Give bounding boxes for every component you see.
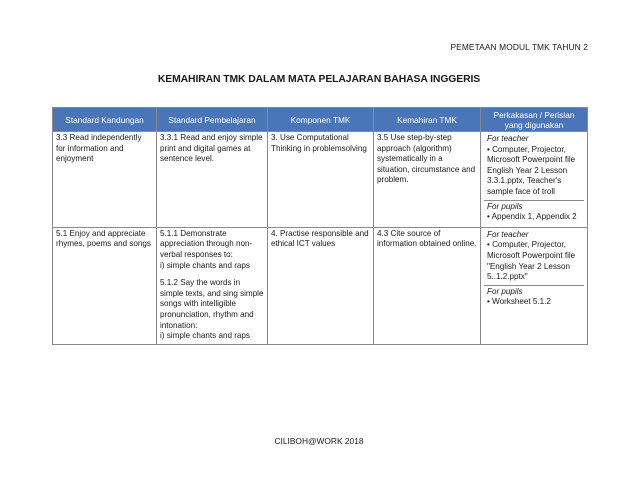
column-header-komponen-tmk: Komponen TMK [268,108,374,132]
resource-text: • Computer, Projector, Microsoft Powerpoint file "English Year 2 Lesson 5..1.2.pptx" [487,240,576,282]
cell-standard-pembelajaran [157,132,268,228]
cell-standard-kandungan: 3.3 Read independently for information and enjoyment [53,132,157,228]
mapping-table [52,107,588,345]
resource-block-teacher [484,229,584,285]
resource-text: • Computer, Projector, Microsoft Powerpoint file English Year 2 Lesson 3.3.1.pptx, Teacher's sample face of troll [487,144,576,196]
column-header-standard-kandungan: Standard Kandungan [53,108,157,132]
cell-standard-pembelajaran [157,227,268,344]
column-header-standard-pembelajaran: Standard Pembelajaran [157,108,268,132]
cell-komponen-tmk: 4. Practise responsible and ethical ICT values [268,227,374,344]
page-footer: CILIBOH@WORK 2018 [274,436,364,446]
document-title: KEMAHIRAN TMK DALAM MATA PELAJARAN BAHASA INGGERIS [157,74,481,85]
resource-label: For pupils [487,201,523,211]
resource-label: For teacher [487,134,529,143]
table-row [53,132,588,228]
column-header-kemahiran-tmk: Kemahiran TMK [374,108,481,132]
resource-block-pupils [484,200,584,225]
cell-resources [481,132,588,228]
cell-kemahiran-tmk: 3.5 Use step-by-step approach (algorithm) systematically in a situation, circumstance and problem. [374,132,481,228]
learning-standard-text: 5.1.1 Demonstrate appreciation through non-verbal responses to: [160,228,253,259]
learning-standard-text: 3.3.1 Read and enjoy simple print and digital games at sentence level. [160,133,263,164]
resource-block-pupils [484,285,584,310]
resource-block-teacher [484,133,584,200]
cell-standard-kandungan: 5.1 Enjoy and appreciate rhymes, poems and songs [53,227,157,344]
learning-standard-item: i) simple chants and raps [160,260,250,270]
cell-kemahiran-tmk: 4.3 Cite source of information obtained online. [374,227,481,344]
page-header: PEMETAAN MODUL TMK TAHUN 2 [450,42,588,52]
resource-label: For pupils [487,286,523,296]
resource-text: • Worksheet 5.1.2 [487,297,551,307]
resource-label: For teacher [487,229,529,239]
cell-resources [481,227,588,344]
table-row [53,227,588,344]
table-header-row [53,108,588,132]
column-header-perkakasan: Perkakasan / Perisian yang digunakan [481,108,588,132]
resource-text: • Appendix 1, Appendix 2 [487,212,577,222]
learning-standard-text: 5.1.2 Say the words in simple texts, and sing simple songs with intelligible pronunciation, rhythm and intonation: [160,278,264,330]
cell-komponen-tmk: 3. Use Computational Thinking in problemsolving [268,132,374,228]
learning-standard-item: i) simple chants and raps [160,331,250,341]
